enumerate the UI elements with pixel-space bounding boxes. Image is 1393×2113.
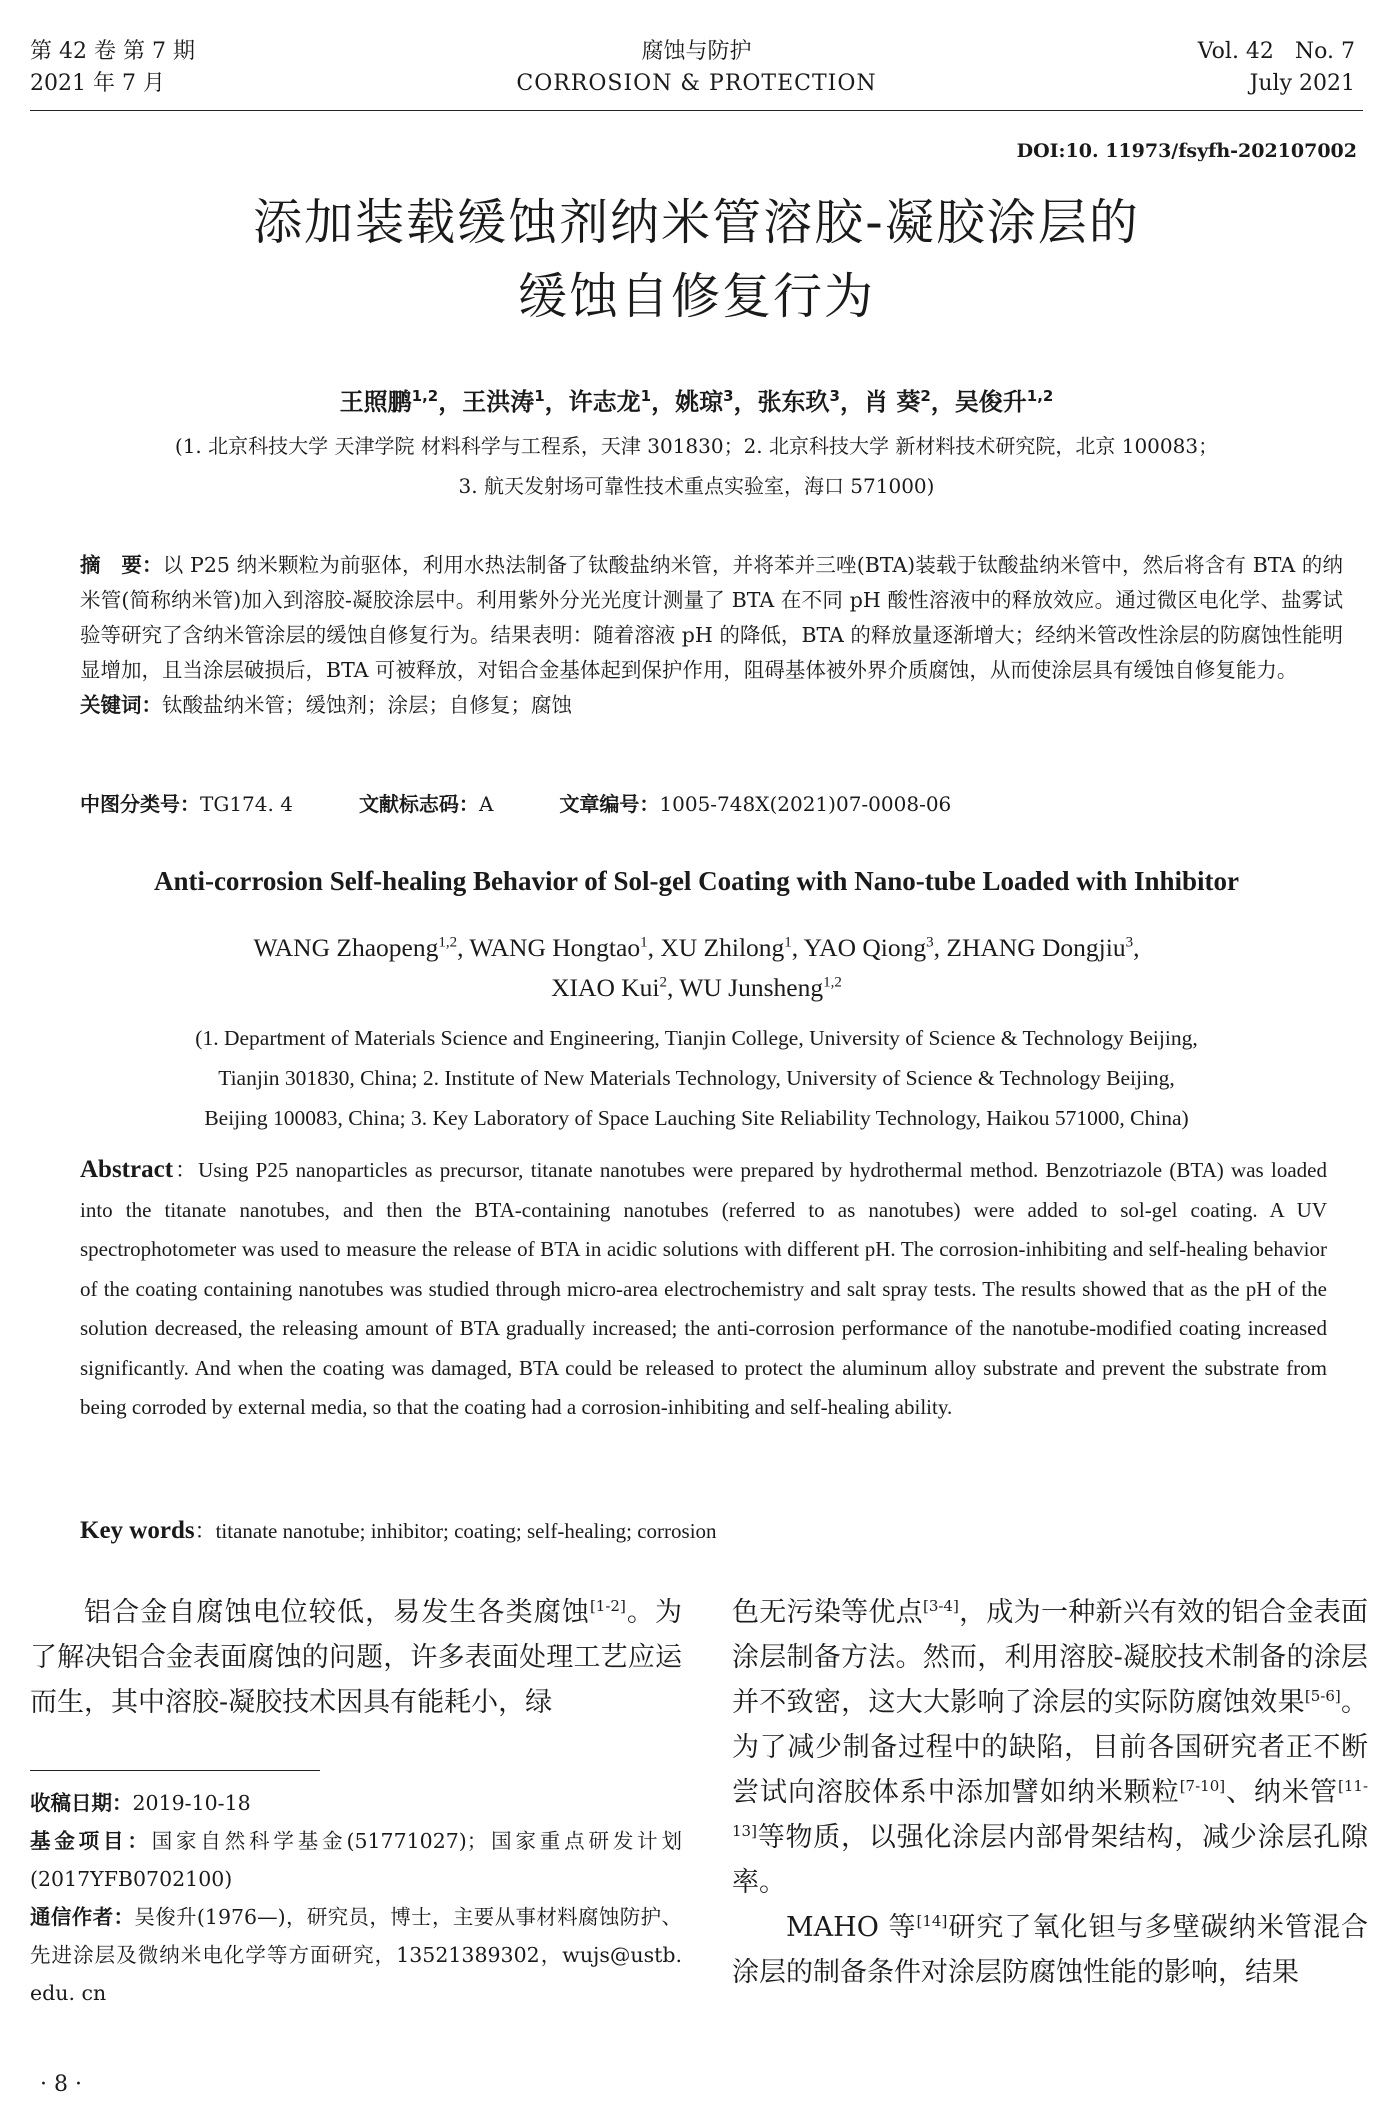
author-name: 王照鹏 xyxy=(339,388,412,416)
title-line-2: 缓蚀自修复行为 xyxy=(517,268,875,325)
abstract-en-label: Abstract xyxy=(80,1156,174,1183)
author-affiliation-mark: 3 xyxy=(926,934,934,951)
doc-code-label: 文献标志码： xyxy=(358,792,479,816)
page-number: · 8 · xyxy=(40,2072,82,2097)
author xyxy=(569,388,675,416)
author-separator: ， xyxy=(651,388,676,416)
keywords-cn-label: 关键词： xyxy=(80,693,162,717)
abstract-cn-body xyxy=(80,548,1343,688)
citation[interactable]: [7-10] xyxy=(1179,1777,1226,1795)
author-affiliation-mark: 1 xyxy=(640,934,648,951)
author-affiliation-mark: 3 xyxy=(1125,934,1134,951)
text-run: ，成为一种新兴有效的铝合金表面涂层制备方法。然而，利用溶胶-凝胶技术制备的涂层并不致密，这大大影响了涂层的实际防腐蚀效果 xyxy=(732,1597,1369,1718)
received-value: 2019-10-18 xyxy=(132,1791,251,1815)
keywords-cn xyxy=(80,688,1343,723)
text-run: MAHO 等 xyxy=(786,1912,917,1943)
author-affiliation-mark: 3 xyxy=(829,387,840,405)
author xyxy=(254,933,470,962)
article-title-en: Anti-corrosion Self-healing Behavior of Sol-gel Coating with Nano-tube Loaded with Inhibitor xyxy=(153,866,1240,896)
citation[interactable]: [14] xyxy=(916,1912,948,1930)
author xyxy=(660,933,803,962)
affiliations-cn xyxy=(0,426,1393,506)
author xyxy=(462,388,568,416)
author-affiliation-mark: 1,2 xyxy=(438,934,458,951)
classification-line xyxy=(80,788,951,817)
received-label: 收稿日期： xyxy=(30,1791,133,1815)
author-name: WU Junsheng xyxy=(679,973,824,1002)
clc-value: TG174. 4 xyxy=(200,792,293,816)
fund-label: 基金项目： xyxy=(30,1829,152,1853)
author-name: YAO Qiong xyxy=(803,933,927,962)
author-separator: ， xyxy=(733,388,758,416)
affiliation-line-1: (1. 北京科技大学 天津学院 材料科学与工程系，天津 301830；2. 北京科技大学 新材料技术研究院，北京 100083； xyxy=(174,434,1219,458)
author-name: 肖 葵 xyxy=(863,388,921,416)
author xyxy=(758,388,864,416)
author-affiliation-mark: 1,2 xyxy=(411,387,439,405)
author xyxy=(675,388,757,416)
footnote-rule xyxy=(30,1770,320,1771)
author-name: WANG Hongtao xyxy=(469,933,641,962)
fund-value: 国家自然科学基金(51771027)；国家重点研发计划(2017YFB0702100) xyxy=(30,1829,683,1891)
abstract-en-text: Using P25 nanoparticles as precursor, titanate nanotubes were prepared by hydrothermal method. Benzotriazole (BTA) was loaded into the titanate nanotubes, and then the BTA-containing nanotubes (referred to as nanotubes) were added to sol-gel coating. A UV spectrophotometer was used to measure the release of BTA in acidic solutions with different pH. The corrosion-inhibiting and self-healing behavior of the coating containing nanotubes was studied through micro-area electrochemistry and salt spray tests. The results showed that as the pH of the solution decreased, the releasing amount of BTA gradually increased; the anti-corrosion performance of the nanotube-modified coating increased significantly. And when the coating was damaged, BTA could be released to protect the aluminum alloy substrate and prevent the substrate from being corroded by external media, so that the coating had a corrosion-inhibiting and self-healing ability. xyxy=(80,1158,1328,1419)
author-name: 吴俊升 xyxy=(954,388,1027,416)
author-name: WANG Zhaopeng xyxy=(253,933,439,962)
article-no-label: 文章编号： xyxy=(559,792,660,816)
affiliation-en-line-2: Tianjin 301830, China; 2. Institute of New Materials Technology, University of Science & Technology Beijing, xyxy=(218,1066,1175,1090)
affiliation-en-line-3: Beijing 100083, China; 3. Key Laboratory of Space Lauching Site Reliability Technology, Haikou 571000, China) xyxy=(204,1106,1189,1130)
author-separator: ， xyxy=(839,388,864,416)
author xyxy=(469,933,660,962)
author-name: 许志龙 xyxy=(568,388,641,416)
author-separator: , xyxy=(1133,933,1140,962)
author-affiliation-mark: 3 xyxy=(723,387,734,405)
author-separator: ， xyxy=(438,388,463,416)
author-affiliation-mark: 2 xyxy=(920,387,931,405)
abstract-cn-label: 摘 要： xyxy=(80,553,163,577)
text-run: 研究了氧化钽与多壁碳纳米管混合涂层的制备条件对涂层防腐蚀性能的影响，结果 xyxy=(732,1912,1369,1988)
author-line-2 xyxy=(0,968,1393,1008)
author-affiliation-mark: 1 xyxy=(534,387,545,405)
article-no-value: 1005-748X(2021)07-0008-06 xyxy=(659,792,952,816)
keywords-en-label: Key words xyxy=(80,1517,195,1544)
issue-volume: 第 42 卷 第 7 期 xyxy=(30,39,195,64)
article-title-cn xyxy=(0,186,1393,334)
author-separator: , xyxy=(933,933,947,962)
author-name: 张东玖 xyxy=(757,388,830,416)
author-name: 王洪涛 xyxy=(462,388,535,416)
keywords-en-text: titanate nanotube; inhibitor; coating; self-healing; corrosion xyxy=(215,1519,717,1543)
text-run: 色无污染等优点 xyxy=(732,1597,923,1628)
keywords-en-colon: ： xyxy=(194,1519,216,1543)
keywords-cn-text: 钛酸盐纳米管；缓蚀剂；涂层；自修复；腐蚀 xyxy=(162,693,572,717)
doc-code-value: A xyxy=(478,792,494,816)
doi[interactable]: DOI:10. 11973/fsyfh-202107002 xyxy=(1016,140,1357,162)
journal-name-en: CORROSION & PROTECTION xyxy=(516,71,877,96)
author-separator: , xyxy=(457,933,470,962)
author xyxy=(864,388,955,416)
body-paragraph xyxy=(30,1590,682,1725)
vol-no: Vol. 42 No. 7 xyxy=(1197,39,1355,64)
issue-date: 2021 年 7 月 xyxy=(30,71,165,96)
journal-name-cn: 腐蚀与防护 xyxy=(641,39,752,64)
corr-value: 吴俊升(1976—)，研究员，博士，主要从事材料腐蚀防护、先进涂层及微纳米电化学等方面研究，13521389302，wujs@ustb. edu. cn xyxy=(30,1905,683,2005)
author-line-1 xyxy=(0,928,1393,968)
citation[interactable]: [1-2] xyxy=(589,1597,626,1615)
author xyxy=(551,973,679,1002)
author-separator: , xyxy=(791,933,804,962)
text-run: 。为了减少制备过程中的缺陷，目前各国研究者正不断尝试向溶胶体系中添加譬如纳米颗粒 xyxy=(732,1687,1369,1808)
author-separator: , xyxy=(647,933,661,962)
journal-issue-en xyxy=(1198,36,1355,100)
citation[interactable]: [5-6] xyxy=(1304,1687,1341,1705)
author-list-cn xyxy=(0,382,1393,417)
author xyxy=(679,973,842,1002)
received-date xyxy=(30,1784,682,1822)
body-column-right xyxy=(732,1590,1368,1995)
keywords-en xyxy=(80,1515,717,1545)
author xyxy=(946,933,1139,962)
author-affiliation-mark: 1 xyxy=(640,387,652,405)
author-affiliation-mark: 1 xyxy=(784,934,792,951)
footnotes xyxy=(30,1784,682,2012)
author-separator: ， xyxy=(544,388,569,416)
author-separator: , xyxy=(667,973,680,1002)
text-run: 、纳米管 xyxy=(1225,1777,1338,1808)
issue-date-en: July 2021 xyxy=(1249,71,1355,96)
corresponding-author xyxy=(30,1898,682,2012)
fund-info xyxy=(30,1822,682,1898)
clc-label: 中图分类号： xyxy=(80,792,200,816)
body-paragraph xyxy=(732,1590,1368,1905)
corr-label: 通信作者： xyxy=(30,1905,135,1929)
text-run: 铝合金自腐蚀电位较低，易发生各类腐蚀 xyxy=(84,1597,590,1628)
author xyxy=(340,388,463,416)
author xyxy=(804,933,947,962)
body-paragraph xyxy=(732,1905,1368,1995)
affiliation-en-line-1: (1. Department of Materials Science and Engineering, Tianjin College, University of Science & Technology Beijing, xyxy=(195,1026,1198,1050)
abstract-en-colon: ： xyxy=(173,1158,199,1182)
abstract-cn xyxy=(80,548,1343,723)
affiliations-en xyxy=(40,1018,1353,1138)
author-affiliation-mark: 1,2 xyxy=(1026,387,1054,405)
author-affiliation-mark: 1,2 xyxy=(823,974,842,991)
author-list-en xyxy=(0,928,1393,1008)
text-run: 。为了解决铝合金表面腐蚀的问题，许多表面处理工艺应运而生，其中溶胶-凝胶技术因具有能耗小，绿 xyxy=(30,1597,683,1718)
abstract-cn-text: 以 P25 纳米颗粒为前驱体，利用水热法制备了钛酸盐纳米管，并将苯并三唑(BTA)装载于钛酸盐纳米管中，然后将含有 BTA 的纳米管(简称纳米管)加入到溶胶-凝胶涂层中。利用紫外分光光度计测量了 BTA 在不同 pH 酸性溶液中的释放效应。通过微区电化学、盐雾试验等研究了含纳米管涂层的缓蚀自修复行为。结果表明：随着溶液 pH 的降低，BTA 的释放量逐渐增大；经纳米管改性涂层的防腐蚀性能明显增加，且当涂层破损后，BTA 可被释放，对铝合金基体起到保护作用，阻碍基体被外界介质腐蚀，从而使涂层具有缓蚀自修复能力。 xyxy=(80,553,1344,682)
author xyxy=(955,388,1054,416)
citation[interactable]: [11-13] xyxy=(732,1777,1369,1840)
header-rule xyxy=(30,110,1363,111)
author-name: ZHANG Dongjiu xyxy=(946,933,1126,962)
author-name: XIAO Kui xyxy=(551,973,660,1002)
title-line-1: 添加装载缓蚀剂纳米管溶胶-凝胶涂层的 xyxy=(253,194,1140,251)
author-name: 姚琼 xyxy=(675,388,724,416)
abstract-en xyxy=(80,1150,1327,1428)
journal-name xyxy=(0,36,1393,100)
author-name: XU Zhilong xyxy=(660,933,785,962)
author-separator: ， xyxy=(930,388,955,416)
citation[interactable]: [3-4] xyxy=(922,1597,959,1615)
affiliation-line-2: 3. 航天发射场可靠性技术重点实验室，海口 571000) xyxy=(458,474,935,498)
body-column-left xyxy=(30,1590,682,1725)
text-run: 等物质，以强化涂层内部骨架结构，减少涂层孔隙率。 xyxy=(732,1822,1368,1898)
author-affiliation-mark: 2 xyxy=(659,974,668,991)
